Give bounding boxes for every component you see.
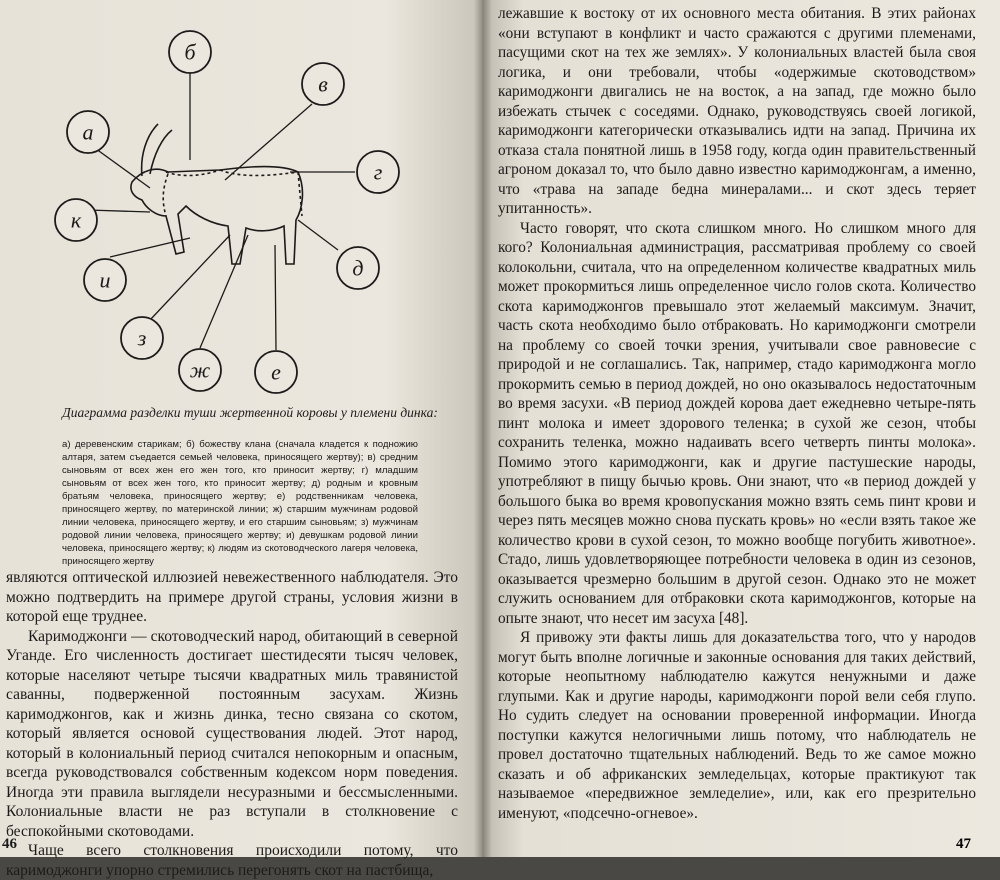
left-page (0, 0, 482, 879)
page-number-right: 47 (956, 836, 971, 852)
right-page-body (498, 4, 976, 823)
diagram-label-zh: ж (189, 357, 211, 383)
diagram-label-d: д (352, 255, 364, 281)
page-number-left: 46 (2, 836, 17, 852)
diagram-label-a: а (82, 119, 94, 145)
diagram-legend: а) деревенским старикам; б) божеству клана (сначала кладется к подножию алтаря, затем съедается семьей человека, приносящего жертву); в) средним сыновьям от всех жен его жен того, кто приносит жертву; г) младшим сыновьям от всех жен того, кто приносит жертву; д) родным и кровным братьям человека, приносящего жертву; е) родственникам человека, приносящего жертву, по материнской линии; ж) старшим мужчинам родовой линии человека, приносящего жертву, и его старшим сыновьям; з) мужчинам родовой линии человека, приносящего жертву; и) девушкам родовой линии человека, приносящего жертву; к) людям из скотоводческого лагеря человека, приносящего жертву (62, 439, 418, 567)
cow-butchery-diagram (50, 20, 450, 400)
paragraph: являются оптической иллюзией невежественного наблюдателя. Это можно подтвердить на примере другой страны, условия жизни в которой еще труднее. (6, 569, 458, 625)
paragraph: Я привожу эти факты лишь для доказательства того, что у народов могут быть вполне логичные и законные основания для таких действий, которые неопытному наблюдателю кажутся ненужными и даже глупыми. Как и другие народы, каримоджонги порой вели себя глупо. Но судить следует на основании проверенной информации. Иногда поступки кажутся нелогичными лишь потому, что наблюдатель не провел достаточно тщательных наблюдений. Ведь то же самое можно сказать и об африканских земледельцах, которые практикуют так называемое «передвижное земледелие», или, как его презрительно именуют, «подсечно-огневое». (498, 629, 976, 822)
left-page-body (6, 568, 458, 880)
diagram-label-b: б (184, 39, 196, 65)
paragraph: лежавшие к востоку от их основного места обитания. В этих районах «они вступают в конфликт и часто сражаются с другими племенами, пасущими скот на тех же землях». У колониальных властей была своя логика, и они требовали, чтобы «одержимые скотоводством» каримоджонги двигались не на восток, а на запад, где можно было избежать стычек с соседями. Однако, руководствуясь своей логикой, каримоджонги категорически отказывались идти на запад. Причина их отказа стала понятной лишь в 1958 году, когда один правительственный агроном доказал то, что было давно известно каримоджонгам, а именно, что «трава на западе бедна минералами... и скот здесь теряет упитанность». (498, 5, 976, 217)
diagram-label-e: е (271, 359, 281, 385)
cow-figure (131, 124, 303, 264)
diagram-label-i: и (99, 267, 111, 293)
right-page (482, 0, 1000, 857)
diagram-caption-title: Диаграмма разделки туши жертвенной коровы у племени динка: (62, 405, 438, 420)
diagram-label-z: з (137, 325, 147, 351)
diagram-label-g: г (373, 159, 383, 185)
diagram-label-v: в (318, 71, 328, 97)
book-gutter (474, 0, 492, 857)
paragraph: Чаще всего столкновения происходили потому, что каримоджонги упорно стремились перегонять скот на пастбища, (6, 842, 458, 879)
paragraph: Каримоджонги — скотоводческий народ, обитающий в северной Уганде. Его численность достигает шестидесяти тысяч человек, которые населяют четыре тысячи квадратных миль травянистой саванны, подверженной постоянным засухам. Жизнь каримоджонгов, как и жизнь динка, тесно связана со скотом, который является основой существования людей. Этот народ, который в колониальный период считался непокорным и опасным, всегда руководствовался собственным кодексом норм поведения. Иногда эти правила выглядели несуразными и бессмысленными. Колониальные власти не раз вступали в столкновение с беспокойными скотоводами. (6, 627, 458, 840)
paragraph: Часто говорят, что скота слишком много. Но слишком много для кого? Колониальная администрация, рассматривая проблему со своей колокольни, считала, что на определенном количестве квадратных миль может прокормиться лишь определенное число голов скота. Количество скота каримоджонгов превышало этот желаемый максимум. Значит, часть скота необходимо было отбраковать. Но каримоджонги смотрели на проблему со своей точки зрения, учитывали свое равновесие с природой и не соглашались. Так, например, стадо каримоджонга могло прокормить семью в период дождей, но оно оказывалось недостаточным во время засухи. «В период дождей корова дает ежедневно четыре-пять пинт молока и имеет здорового теленка; в сухой же сезон, чтобы сохранить теленка, можно надаивать всего четверть пинты молока». Помимо этого каримоджонги, как и другие пастушеские народы, употребляют в пищу бычью кровь. Они знают, что «в период дождей у большого быка во время кровопускания можно взять семь пинт крови и через пять месяцев можно снова пускать кровь» но «если взять такое же количество крови в сухой сезон, то можно вообще погубить животное». Стадо, лишь удовлетворяющее потребности человека в один из сезонов, оказывается чрезмерно большим в другой сезон. Однако это не может служить основанием для отбраковки скота каримоджонгов, которые на опыте знают, что несет им засуха [48]. (498, 219, 976, 627)
diagram-label-k: к (70, 207, 82, 233)
